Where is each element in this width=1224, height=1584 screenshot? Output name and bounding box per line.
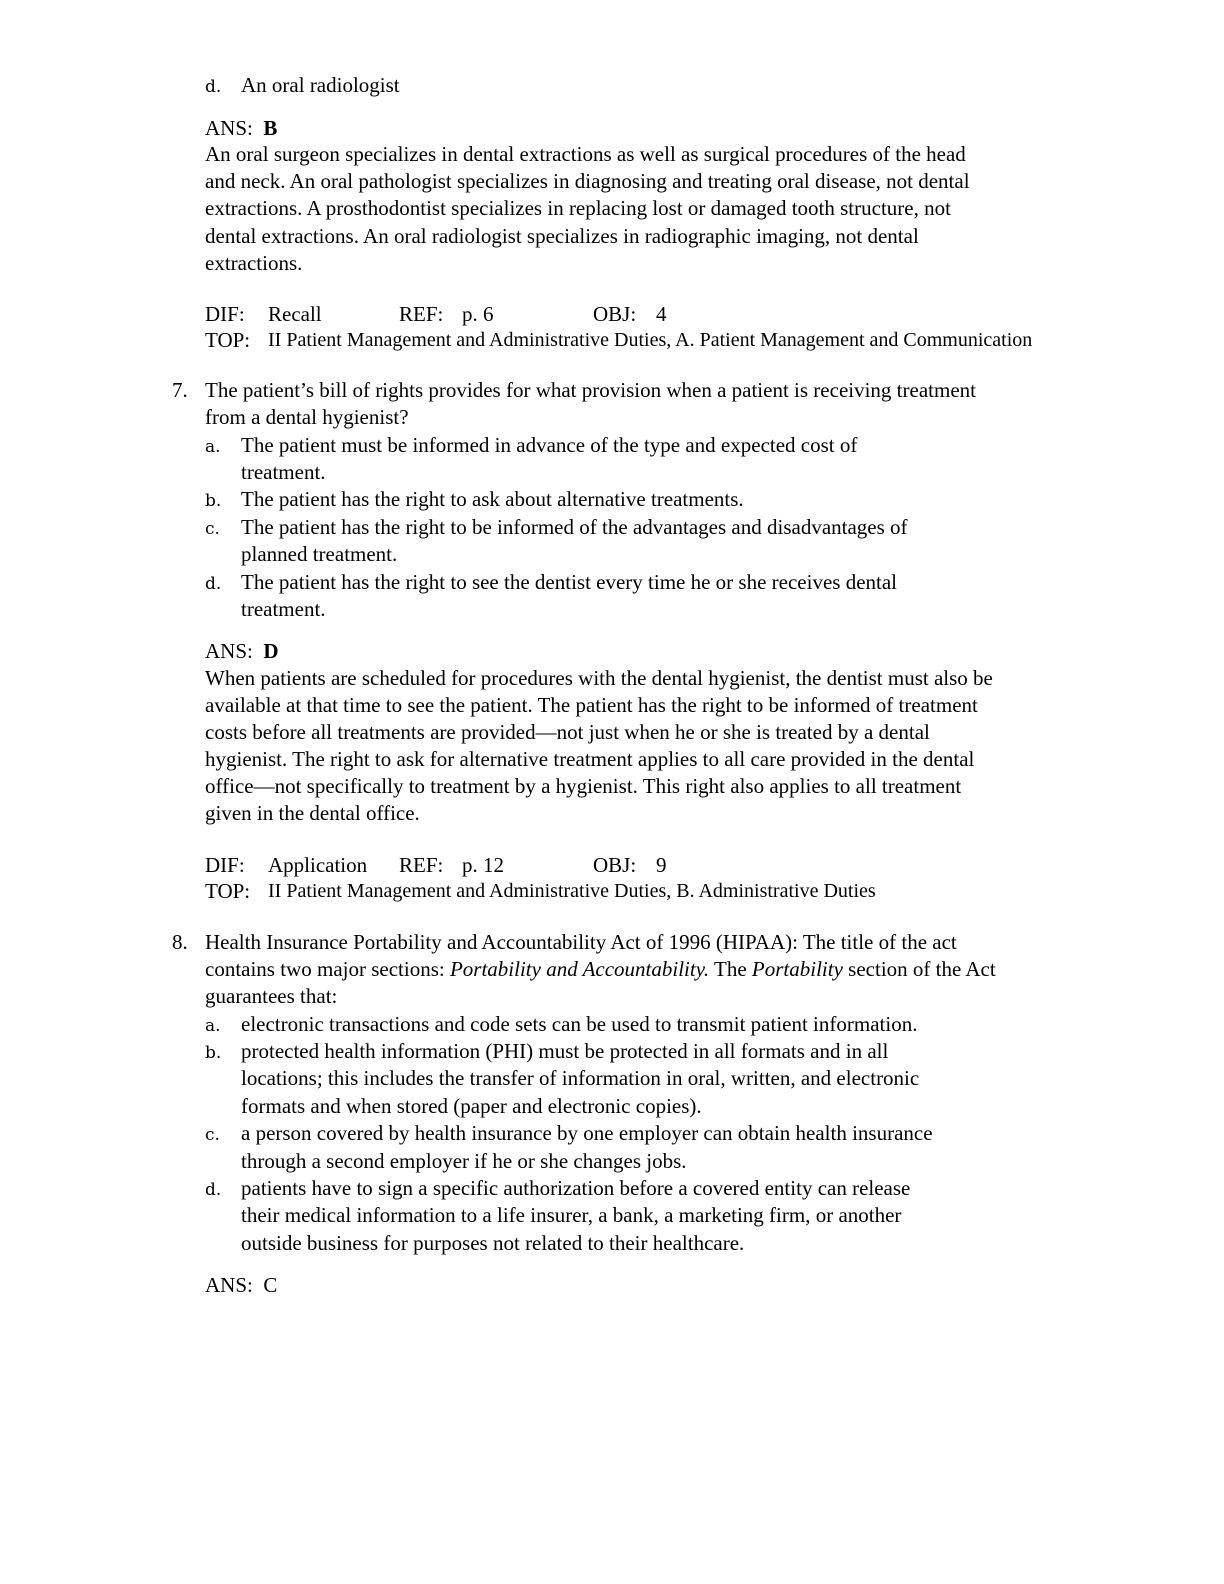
option-text: The patient has the right to see the dentist every time he or she receives dental [241,570,898,594]
option-letter: a. [205,1016,221,1036]
dif-value: Application [268,853,368,877]
ref-label: REF: [399,302,444,326]
option-text: locations; this includes the transfer of information in oral, written, and electronic [241,1066,920,1090]
top-value: II Patient Management and Administrative Duties, B. Administrative Duties [268,880,876,902]
rationale-line: office—not specifically to treatment by a hygienist. This right also applies to all treatment [205,774,962,798]
question-number: 7. [172,378,188,402]
answer-value: D [263,639,279,663]
option-text: patients have to sign a specific authorization before a covered entity can release [241,1176,911,1200]
dif-label: DIF: [205,302,245,326]
dif-label: DIF: [205,853,245,877]
answer-line [205,638,279,665]
topic-row [205,878,1105,905]
option-letter: c. [205,519,220,539]
stem-text: section of the Act [842,957,996,981]
stem-text: contains two major sections: [205,957,450,981]
question-stem: Health Insurance Portability and Accountability Act of 1996 (HIPAA): The title of the act [205,930,957,954]
option-letter: c. [205,1125,220,1145]
option-letter: d. [205,574,222,594]
option-text: treatment. [241,460,326,484]
ref-value: p. 12 [462,853,504,877]
rationale-line: dental extractions. An oral radiologist specializes in radiographic imaging, not dental [205,224,919,248]
option-text: planned treatment. [241,542,398,566]
question-stem [205,956,996,983]
option-text: a person covered by health insurance by one employer can obtain health insurance [241,1121,933,1145]
answer-value: C [263,1273,278,1297]
option-text: through a second employer if he or she changes jobs. [241,1149,687,1173]
ref-label: REF: [399,853,444,877]
obj-label: OBJ: [593,853,637,877]
obj-value: 4 [656,302,667,326]
question-stem: from a dental hygienist? [205,405,409,429]
topic-row [205,327,1115,354]
dif-value: Recall [268,302,322,326]
option-letter: b. [205,491,222,511]
option-text: formats and when stored (paper and electronic copies). [241,1094,702,1118]
question-number: 8. [172,930,188,954]
option-text: An oral radiologist [241,73,400,97]
option-letter: a. [205,437,221,457]
option-text: electronic transactions and code sets can be used to transmit patient information. [241,1012,918,1036]
option-text: The patient has the right to be informed of the advantages and disadvantages of [241,515,908,539]
answer-label: ANS: [205,639,253,663]
option-text: treatment. [241,597,326,621]
rationale-line: extractions. [205,251,303,275]
top-label: TOP: [205,879,251,903]
answer-label: ANS: [205,1273,253,1297]
rationale-line: hygienist. The right to ask for alternative treatment applies to all care provided in the dental [205,747,975,771]
option-text: The patient has the right to ask about alternative treatments. [241,487,744,511]
option-text: The patient must be informed in advance of the type and expected cost of [241,433,858,457]
ref-value: p. 6 [462,302,494,326]
option-letter: d. [205,1180,222,1200]
answer-value: B [263,116,278,140]
obj-value: 9 [656,853,667,877]
rationale-line: and neck. An oral pathologist specializes in diagnosing and treating oral disease, not dental [205,169,970,193]
question-stem: The patient’s bill of rights provides for what provision when a patient is receiving treatment [205,378,976,402]
meta-row [205,852,1105,879]
stem-italic: Portability [751,957,843,981]
option-letter: d. [205,77,222,97]
rationale-line: available at that time to see the patient. The patient has the right to be informed of treatment [205,693,978,717]
top-label: TOP: [205,328,251,352]
rationale-line: given in the dental office. [205,801,420,825]
option-letter: b. [205,1043,222,1063]
meta-row [205,301,1105,328]
stem-italic: Portability and Accountability. [449,957,710,981]
option-text: their medical information to a life insurer, a bank, a marketing firm, or another [241,1203,902,1227]
option-text: protected health information (PHI) must be protected in all formats and in all [241,1039,889,1063]
answer-label: ANS: [205,116,253,140]
rationale-line: costs before all treatments are provided—not just when he or she is treated by a dental [205,720,930,744]
rationale-line: When patients are scheduled for procedures with the dental hygienist, the dentist must also be [205,666,993,690]
rationale-line: An oral surgeon specializes in dental extractions as well as surgical procedures of the head [205,142,966,166]
answer-line [205,1272,277,1299]
question-stem: guarantees that: [205,984,338,1008]
rationale-line: extractions. A prosthodontist specializes in replacing lost or damaged tooth structure, not [205,196,951,220]
obj-label: OBJ: [593,302,637,326]
answer-line [205,115,277,142]
stem-text: The [709,957,752,981]
option-text: outside business for purposes not related to their healthcare. [241,1231,745,1255]
top-value: II Patient Management and Administrative Duties, A. Patient Management and Communication [268,329,1033,351]
